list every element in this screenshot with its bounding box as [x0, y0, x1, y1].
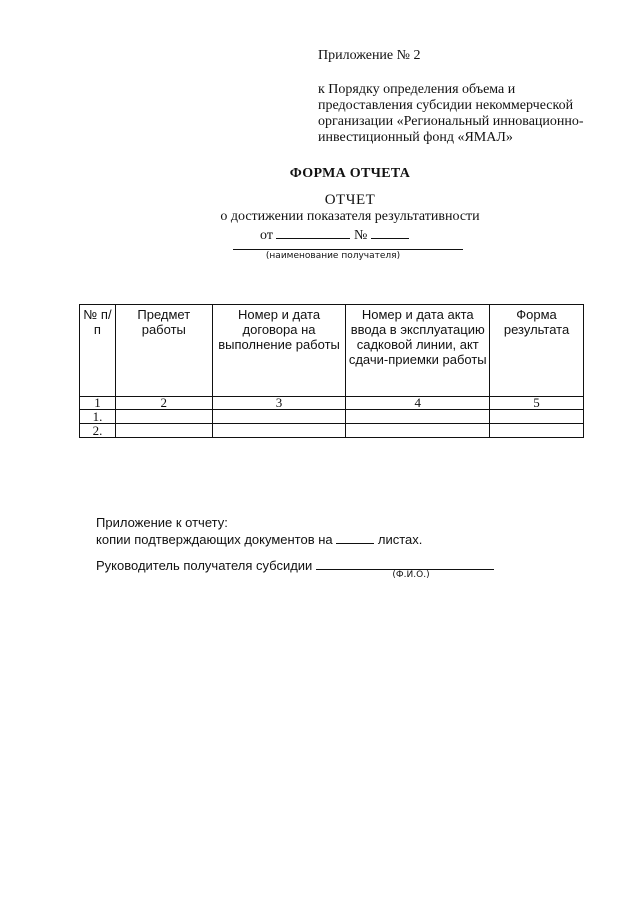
table-cell[interactable]	[212, 410, 346, 424]
table-header-row	[80, 305, 584, 397]
appendix-line: организации «Региональный инновационно-	[318, 114, 584, 129]
date-prefix: от	[260, 228, 273, 243]
column-header-number: № п/п	[80, 305, 116, 397]
report-date-number-line	[260, 226, 409, 244]
attachment-text-before: копии подтверждающих документов на	[96, 532, 333, 547]
date-blank[interactable]	[276, 226, 350, 239]
sheets-count-blank[interactable]	[336, 531, 374, 544]
recipient-name-blank[interactable]	[233, 249, 463, 250]
column-header-contract: Номер и дата договора на выполнение работы	[212, 305, 346, 397]
column-header-act: Номер и дата акта ввода в эксплуатацию садковой линии, акт сдачи-приемки работы	[346, 305, 490, 397]
table-cell[interactable]	[346, 410, 490, 424]
recipient-caption: (наименование получателя)	[265, 251, 401, 261]
attachment-section	[96, 514, 422, 548]
head-name-blank[interactable]	[316, 557, 494, 570]
form-title: ФОРМА ОТЧЕТА	[289, 166, 411, 181]
table-cell[interactable]	[115, 424, 212, 438]
column-header-subject: Предмет работы	[115, 305, 212, 397]
column-number: 5	[490, 397, 584, 410]
row-index: 1.	[80, 410, 116, 424]
report-table	[79, 304, 584, 438]
table-cell[interactable]	[212, 424, 346, 438]
column-number: 1	[80, 397, 116, 410]
appendix-description	[318, 82, 618, 146]
number-sign: №	[353, 228, 368, 243]
column-number: 2	[115, 397, 212, 410]
appendix-line: предоставления субсидии некоммерческой	[318, 98, 574, 113]
column-number: 3	[212, 397, 346, 410]
appendix-title: Приложение № 2	[318, 48, 421, 63]
table-cell[interactable]	[346, 424, 490, 438]
report-subtitle: о достижении показателя результативности	[220, 209, 480, 224]
appendix-line: к Порядку определения объема и	[318, 82, 516, 97]
table-cell[interactable]	[490, 410, 584, 424]
column-header-result-form: Форма результата	[490, 305, 584, 397]
column-number: 4	[346, 397, 490, 410]
fio-caption: (Ф.И.О.)	[392, 570, 430, 580]
table-row	[80, 410, 584, 424]
appendix-line: инвестиционный фонд «ЯМАЛ»	[318, 130, 513, 145]
number-blank[interactable]	[371, 226, 409, 239]
table-cell[interactable]	[115, 410, 212, 424]
column-numbers-row	[80, 397, 584, 410]
attachment-label: Приложение к отчету:	[96, 515, 228, 530]
table-cell[interactable]	[490, 424, 584, 438]
head-label: Руководитель получателя субсидии	[96, 558, 313, 573]
attachment-text-after: листах.	[377, 532, 423, 547]
row-index: 2.	[80, 424, 116, 438]
table-row	[80, 424, 584, 438]
report-title: ОТЧЕТ	[324, 192, 376, 208]
attachment-text	[96, 531, 422, 548]
